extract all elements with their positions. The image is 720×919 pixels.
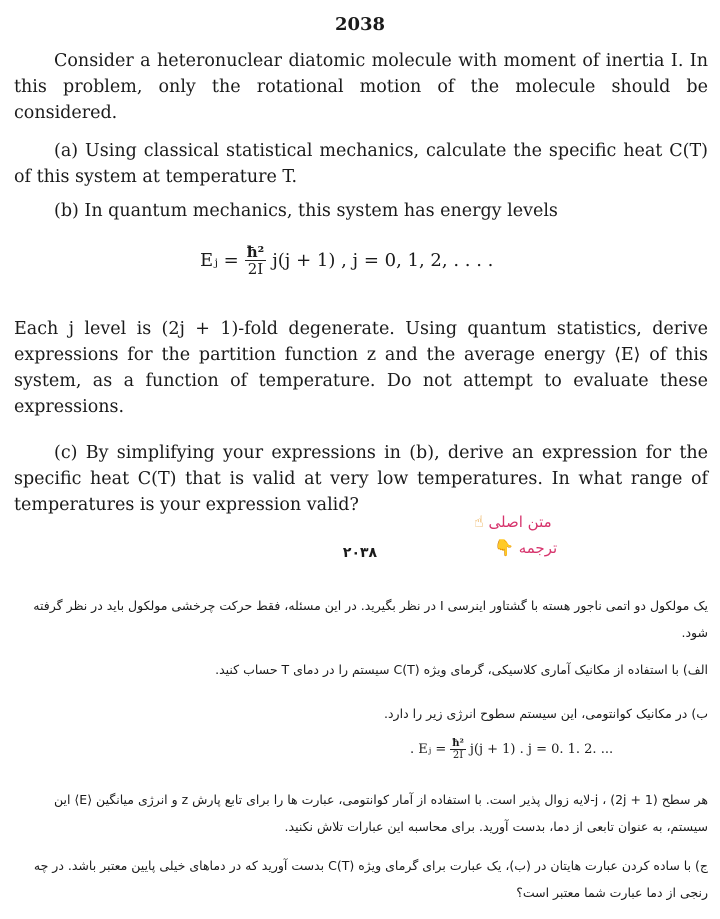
part-c-paragraph: (c) By simplifying your expressions in (b), derive an expression for the specific heat C(T) that is valid at very low temperatures. In what range of temperatures is your expression valid? xyxy=(14,443,708,515)
equation-numerator: ħ² xyxy=(246,243,265,261)
equation-fraction xyxy=(245,244,266,277)
original-text-note xyxy=(470,512,552,531)
persian-equation-lhs: . Eⱼ = xyxy=(410,742,447,757)
persian-energy-equation xyxy=(410,738,613,761)
part-b-body: Each j level is (2j + 1)-fold degenerate. Using quantum statistics, derive expressions for the partition function z and the average energy ⟨E⟩ of this system, as a function of temperature. Do not attempt to evaluate these expressions. xyxy=(14,319,708,417)
intro-paragraph: Consider a heteronuclear diatomic molecule with moment of inertia I. In this problem, only the rotational motion of the molecule should be considered. xyxy=(14,51,708,123)
part-a-paragraph: (a) Using classical statistical mechanics, calculate the specific heat C(T) of this system at temperature T. xyxy=(14,141,708,187)
hand-pointing-down-icon: 👇 xyxy=(494,538,514,557)
persian-part-b-intro: ب) در مکانیک کوانتومی، این سیستم سطوح انرژی زیر را دارد. xyxy=(384,706,708,721)
equation-denominator: 2I xyxy=(247,260,264,278)
energy-equation xyxy=(200,244,493,277)
equation-lhs: Eⱼ = xyxy=(200,250,239,271)
part-b-intro: (b) In quantum mechanics, this system has energy levels xyxy=(54,201,558,221)
hand-pointing-up-icon: ☝ xyxy=(474,512,484,531)
persian-equation-rhs: j(j + 1) . j = 0. 1. 2. ... xyxy=(469,742,614,757)
persian-part-a: الف) با استفاده از مکانیک آماری کلاسیکی، گرمای ویژه C(T) سیستم را در دمای T حساب کنید. xyxy=(215,662,708,677)
persian-part-c: ج) با ساده کردن عبارت هایتان در (ب)، یک عبارت برای گرمای ویژه C(T) بدست آورید که در دماهای خیلی پایین معتبر باشد. در چه رنجی از دما عبارت شما معتبر است؟ xyxy=(33,858,708,900)
persian-equation-denominator: 2I xyxy=(452,750,464,761)
persian-problem-number: ۲۰۳۸ xyxy=(342,545,378,561)
translation-label: ترجمه xyxy=(518,539,558,557)
persian-equation-numerator: ħ² xyxy=(452,738,464,749)
equation-rhs: j(j + 1) , j = 0, 1, 2, . . . . xyxy=(272,250,494,271)
persian-part-b-body: هر سطح j ، (2j + 1)-لایه زوال پذیر است. با استفاده از آمار کوانتومی، عبارت ها را برای تابع پارش z و انرژی میانگین ⟨E⟩ این سیستم، به عنوان تابعی از دما، بدست آورید. برای محاسبه این عبارات تلاش نکنید. xyxy=(53,792,708,834)
persian-equation-fraction xyxy=(450,738,466,761)
original-text-label: متن اصلی xyxy=(488,513,552,531)
problem-number: 2038 xyxy=(334,14,386,35)
persian-intro: یک مولکول دو اتمی ناجور هسته با گشتاور اینرسی I در نظر بگیرید. در این مسئله، فقط حرکت چرخشی مولکول باید در نظر گرفته شود. xyxy=(33,598,708,640)
